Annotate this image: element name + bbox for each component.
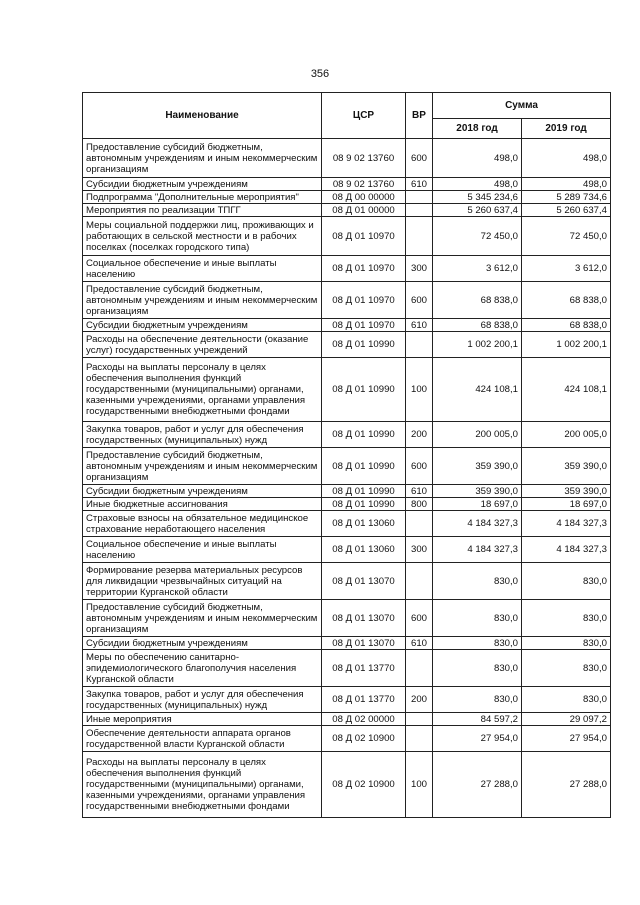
row-amount-2019-cell: 5 289 734,6 [522,191,611,204]
table-row [83,637,611,650]
row-vr-cell [406,650,433,687]
row-vr-cell: 600 [406,448,433,485]
row-csr-cell: 08 Д 02 10900 [322,726,406,752]
budget-table [82,92,611,818]
row-amount-2018-cell: 68 838,0 [433,282,522,319]
row-amount-2019-cell: 68 838,0 [522,282,611,319]
table-body [83,139,611,818]
row-name-cell: Формирование резерва материальных ресурсов для ликвидации чрезвычайных ситуаций на территории Курганской области [83,563,322,600]
row-csr-cell: 08 Д 01 10990 [322,422,406,448]
row-amount-2019-cell: 200 005,0 [522,422,611,448]
row-csr-cell: 08 9 02 13760 [322,139,406,178]
row-name-cell: Субсидии бюджетным учреждениям [83,637,322,650]
table-row [83,726,611,752]
row-vr-cell: 300 [406,256,433,282]
row-csr-cell: 08 9 02 13760 [322,178,406,191]
row-amount-2019-cell: 498,0 [522,178,611,191]
table-row [83,752,611,818]
row-amount-2019-cell: 3 612,0 [522,256,611,282]
table-row [83,191,611,204]
table-row [83,282,611,319]
row-vr-cell [406,511,433,537]
row-name-cell: Социальное обеспечение и иные выплаты населению [83,256,322,282]
row-vr-cell: 600 [406,600,433,637]
row-amount-2018-cell: 424 108,1 [433,358,522,422]
table-row [83,537,611,563]
table-row [83,650,611,687]
row-amount-2019-cell: 830,0 [522,687,611,713]
row-name-cell: Расходы на выплаты персоналу в целях обеспечения выполнения функций государственными (муниципальными) органами, казенными учреждениями, органами управления государственными внебюджетными фондами [83,358,322,422]
row-amount-2018-cell: 4 184 327,3 [433,537,522,563]
row-csr-cell: 08 Д 01 10990 [322,358,406,422]
row-amount-2018-cell: 200 005,0 [433,422,522,448]
row-csr-cell: 08 Д 01 10970 [322,319,406,332]
header-sum: Сумма [433,93,611,119]
row-vr-cell [406,332,433,358]
row-amount-2019-cell: 68 838,0 [522,319,611,332]
row-name-cell: Иные бюджетные ассигнования [83,498,322,511]
header-vr: ВР [406,93,433,139]
row-amount-2018-cell: 18 697,0 [433,498,522,511]
row-amount-2018-cell: 830,0 [433,637,522,650]
table-row [83,687,611,713]
row-name-cell: Закупка товаров, работ и услуг для обеспечения государственных (муниципальных) нужд [83,687,322,713]
table-row [83,358,611,422]
row-csr-cell: 08 Д 02 00000 [322,713,406,726]
table-row [83,498,611,511]
row-amount-2019-cell: 424 108,1 [522,358,611,422]
row-vr-cell: 200 [406,422,433,448]
row-vr-cell [406,217,433,256]
table-row [83,178,611,191]
header-name: Наименование [83,93,322,139]
row-amount-2018-cell: 498,0 [433,139,522,178]
row-csr-cell: 08 Д 01 13070 [322,600,406,637]
row-name-cell: Страховые взносы на обязательное медицинское страхование неработающего населения [83,511,322,537]
row-amount-2018-cell: 830,0 [433,650,522,687]
row-csr-cell: 08 Д 01 13070 [322,637,406,650]
row-amount-2018-cell: 5 345 234,6 [433,191,522,204]
row-amount-2019-cell: 830,0 [522,600,611,637]
row-vr-cell [406,191,433,204]
row-vr-cell: 610 [406,485,433,498]
row-vr-cell: 100 [406,752,433,818]
row-vr-cell [406,204,433,217]
row-csr-cell: 08 Д 00 00000 [322,191,406,204]
row-name-cell: Предоставление субсидий бюджетным, автономным учреждениям и иным некоммерческим организациям [83,600,322,637]
row-name-cell: Иные мероприятия [83,713,322,726]
table-row [83,511,611,537]
row-amount-2019-cell: 27 288,0 [522,752,611,818]
row-amount-2018-cell: 830,0 [433,600,522,637]
header-year-2019: 2019 год [522,119,611,139]
row-amount-2019-cell: 1 002 200,1 [522,332,611,358]
table-row [83,217,611,256]
row-csr-cell: 08 Д 01 10970 [322,282,406,319]
row-csr-cell: 08 Д 01 10990 [322,448,406,485]
row-csr-cell: 08 Д 01 13060 [322,537,406,563]
row-vr-cell: 610 [406,178,433,191]
header-year-2018: 2018 год [433,119,522,139]
row-amount-2019-cell: 359 390,0 [522,448,611,485]
row-amount-2018-cell: 359 390,0 [433,485,522,498]
row-amount-2019-cell: 830,0 [522,650,611,687]
row-amount-2019-cell: 4 184 327,3 [522,537,611,563]
table-row [83,256,611,282]
row-csr-cell: 08 Д 01 13770 [322,650,406,687]
table-row [83,600,611,637]
table-row [83,713,611,726]
row-name-cell: Мероприятия по реализации ТПГГ [83,204,322,217]
table-header [83,93,611,139]
row-csr-cell: 08 Д 01 13770 [322,687,406,713]
table-row [83,332,611,358]
table-row [83,422,611,448]
row-amount-2018-cell: 84 597,2 [433,713,522,726]
row-vr-cell: 600 [406,139,433,178]
row-amount-2018-cell: 27 954,0 [433,726,522,752]
row-vr-cell: 100 [406,358,433,422]
row-vr-cell: 610 [406,319,433,332]
row-csr-cell: 08 Д 01 00000 [322,204,406,217]
row-amount-2019-cell: 498,0 [522,139,611,178]
row-name-cell: Социальное обеспечение и иные выплаты населению [83,537,322,563]
table-row [83,319,611,332]
row-amount-2018-cell: 498,0 [433,178,522,191]
row-name-cell: Подпрограмма "Дополнительные мероприятия" [83,191,322,204]
row-amount-2018-cell: 68 838,0 [433,319,522,332]
row-amount-2019-cell: 29 097,2 [522,713,611,726]
row-amount-2019-cell: 830,0 [522,563,611,600]
row-amount-2018-cell: 830,0 [433,687,522,713]
row-csr-cell: 08 Д 01 13070 [322,563,406,600]
row-name-cell: Предоставление субсидий бюджетным, автономным учреждениям и иным некоммерческим организациям [83,282,322,319]
row-csr-cell: 08 Д 02 10900 [322,752,406,818]
row-amount-2018-cell: 830,0 [433,563,522,600]
row-amount-2019-cell: 4 184 327,3 [522,511,611,537]
row-vr-cell: 800 [406,498,433,511]
table-row [83,485,611,498]
table-row [83,139,611,178]
row-amount-2018-cell: 5 260 637,4 [433,204,522,217]
row-amount-2019-cell: 27 954,0 [522,726,611,752]
row-name-cell: Предоставление субсидий бюджетным, автономным учреждениям и иным некоммерческим организациям [83,139,322,178]
row-name-cell: Обеспечение деятельности аппарата органов государственной власти Курганской области [83,726,322,752]
table-row [83,448,611,485]
row-vr-cell [406,563,433,600]
row-name-cell: Субсидии бюджетным учреждениям [83,485,322,498]
row-name-cell: Расходы на обеспечение деятельности (оказание услуг) государственных учреждений [83,332,322,358]
row-vr-cell: 300 [406,537,433,563]
row-amount-2019-cell: 72 450,0 [522,217,611,256]
row-amount-2018-cell: 4 184 327,3 [433,511,522,537]
row-name-cell: Закупка товаров, работ и услуг для обеспечения государственных (муниципальных) нужд [83,422,322,448]
row-csr-cell: 08 Д 01 10990 [322,485,406,498]
row-name-cell: Меры социальной поддержки лиц, проживающих и работающих в сельской местности и в рабочих поселках (поселках городского типа) [83,217,322,256]
row-amount-2018-cell: 1 002 200,1 [433,332,522,358]
row-vr-cell: 200 [406,687,433,713]
row-vr-cell [406,726,433,752]
row-amount-2018-cell: 72 450,0 [433,217,522,256]
row-amount-2019-cell: 18 697,0 [522,498,611,511]
table-row [83,204,611,217]
row-amount-2019-cell: 359 390,0 [522,485,611,498]
row-name-cell: Предоставление субсидий бюджетным, автономным учреждениям и иным некоммерческим организациям [83,448,322,485]
row-amount-2018-cell: 3 612,0 [433,256,522,282]
table-row [83,563,611,600]
row-name-cell: Расходы на выплаты персоналу в целях обеспечения выполнения функций государственными (муниципальными) органами, казенными учреждениями, органами управления государственными внебюджетными фондами [83,752,322,818]
row-amount-2019-cell: 5 260 637,4 [522,204,611,217]
row-csr-cell: 08 Д 01 13060 [322,511,406,537]
row-vr-cell: 600 [406,282,433,319]
row-amount-2019-cell: 830,0 [522,637,611,650]
header-csr: ЦСР [322,93,406,139]
row-amount-2018-cell: 359 390,0 [433,448,522,485]
row-vr-cell: 610 [406,637,433,650]
row-csr-cell: 08 Д 01 10970 [322,217,406,256]
row-name-cell: Меры по обеспечению санитарно-эпидемиологического благополучия населения Курганской области [83,650,322,687]
row-name-cell: Субсидии бюджетным учреждениям [83,319,322,332]
row-amount-2018-cell: 27 288,0 [433,752,522,818]
page-number: 356 [310,68,330,80]
row-csr-cell: 08 Д 01 10990 [322,332,406,358]
row-vr-cell [406,713,433,726]
row-name-cell: Субсидии бюджетным учреждениям [83,178,322,191]
row-csr-cell: 08 Д 01 10990 [322,498,406,511]
row-csr-cell: 08 Д 01 10970 [322,256,406,282]
